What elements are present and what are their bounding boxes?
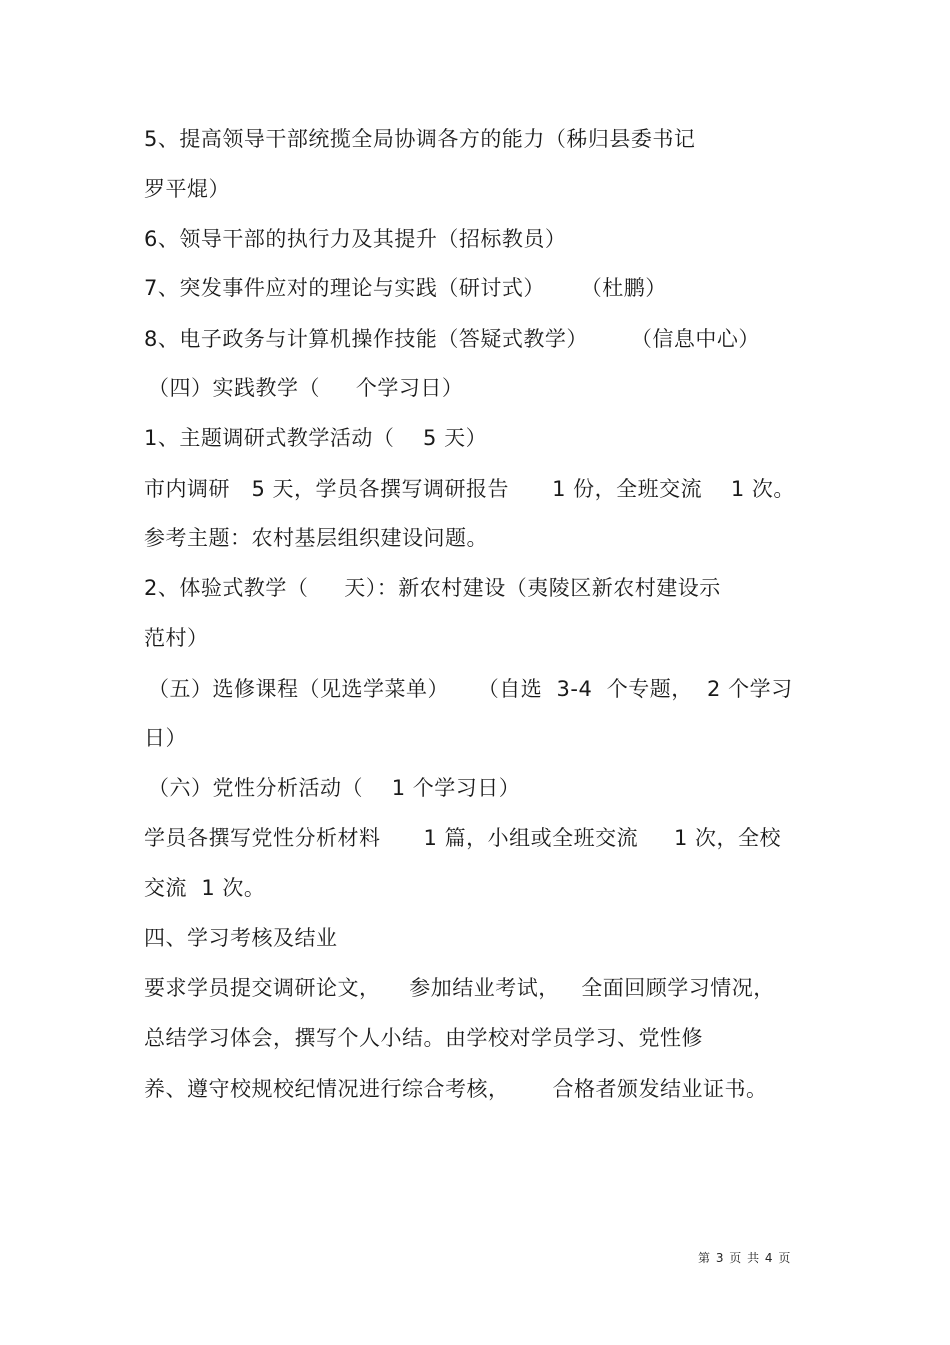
text-line: 2、体验式教学（ 天）：新农村建设（夷陵区新农村建设示 [144,576,721,600]
text-line: 罗平焜） [144,177,230,201]
text-line: 市内调研 5 天，学员各撰写调研报告 1 份，全班交流 1 次。 [144,477,795,501]
text-line: 6、领导干部的执行力及其提升（招标教员） [144,227,567,251]
section-heading: 四、学习考核及结业 [144,926,338,950]
text-line: 养、遵守校规校纪情况进行综合考核， 合格者颁发结业证书。 [144,1077,768,1101]
text-line: 1、主题调研式教学活动（ 5 天） [144,426,488,450]
text-line: 参考主题：农村基层组织建设问题。 [144,526,488,550]
text-line: 要求学员提交调研论文， 参加结业考试， 全面回顾学习情况， [144,976,775,1000]
text-line: 5、提高领导干部统揽全局协调各方的能力（秭归县委书记 [144,127,696,151]
page-number: 第 3 页 共 4 页 [698,1251,792,1265]
text-line: 日） [144,726,187,750]
text-line: 8、电子政务与计算机操作技能（答疑式教学） （信息中心） [144,327,760,351]
text-line: 范村） [144,626,209,650]
section-heading: （五）选修课程（见选学菜单） （自选 3-4 个专题， 2 个学习 [148,677,793,701]
text-line: 交流 1 次。 [144,876,266,900]
section-heading: （四）实践教学（ 个学习日） [148,376,464,400]
text-line: 学员各撰写党性分析材料 1 篇，小组或全班交流 1 次，全校 [144,826,781,850]
text-line: 总结学习体会，撰写个人小结。由学校对学员学习、党性修 [144,1026,703,1050]
section-heading: （六）党性分析活动（ 1 个学习日） [148,776,521,800]
text-line: 7、突发事件应对的理论与实践（研讨式） （杜鹏） [144,276,667,300]
